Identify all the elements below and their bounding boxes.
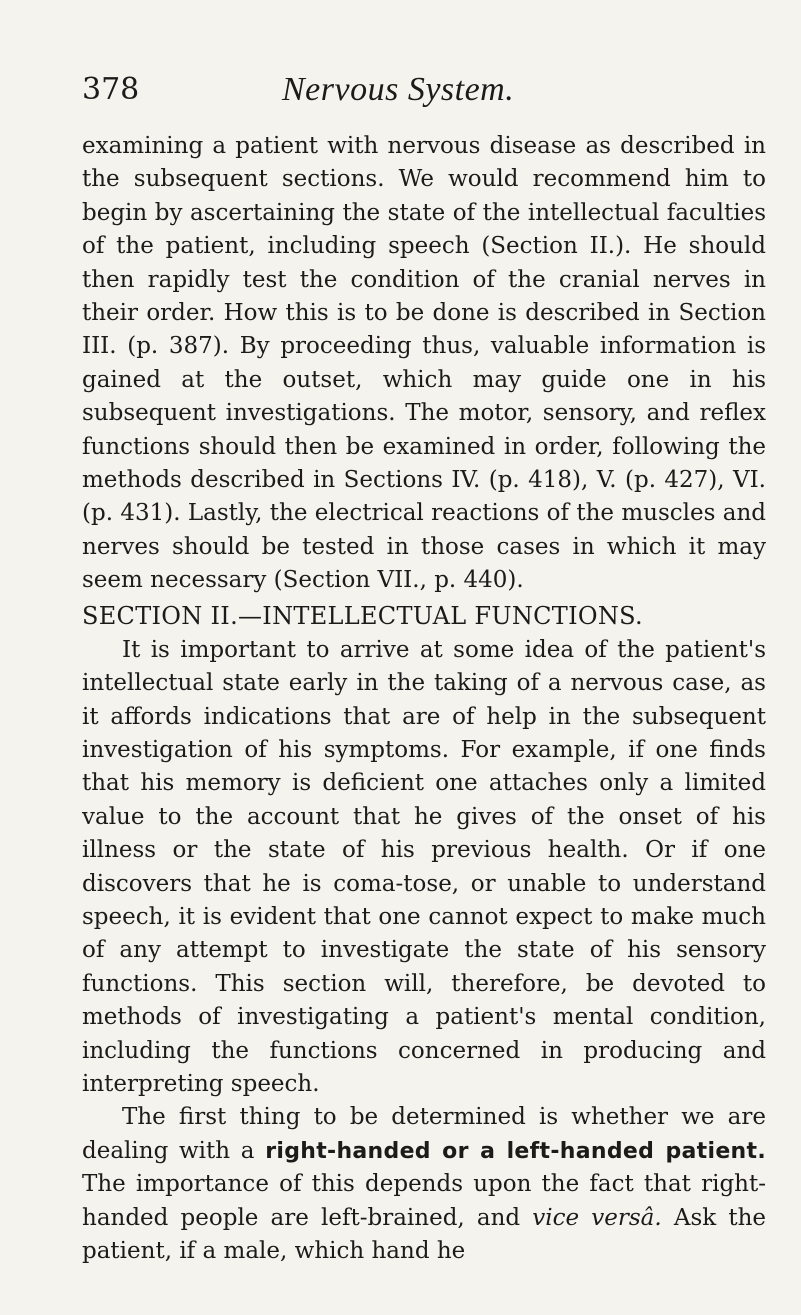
handedness-text-start: The first thing to be determined is whether we are dealing with a <box>82 1104 766 1164</box>
page-number: 378 <box>82 72 140 107</box>
running-title: Nervous System. <box>282 71 515 108</box>
paragraph-continuation: examining a patient with nervous disease as described in the subsequent sections. We would recommend him to begin by ascertaining the state of the intellectual faculties of the patient, including speech (Section II.). He should then rapidly test the condition of the cranial nerves in their order. How this is to be done is described in Section III. (p. 387). By proceeding thus, valuable information is gained at the outset, which may guide one in his subsequent investigations. The motor, sensory, and reflex functions should then be examined in order, following the methods described in Sections IV. (p. 418), V. (p. 427), VI. (p. 431). Lastly, the electrical reactions of the muscles and nerves should be tested in those cases in which it may seem necessary (Section VII., p. 440). <box>82 133 766 594</box>
handedness-text-mid: The importance of this depends upon the fact that right-handed people are left-brained, and <box>82 1171 766 1231</box>
paragraph-handedness <box>82 1101 766 1268</box>
paragraph-intellectual-state: It is important to arrive at some idea of the patient's intellectual state early in the taking of a nervous case, as it affords indications that are of help in the subsequent investigation of his symptoms. For example, if one finds that his memory is deficient one attaches only a limited value to the account that he gives of the onset of his illness or the state of his previous health. Or if one discovers that he is coma-tose, or unable to understand speech, it is evident that one cannot expect to make much of any attempt to investigate the state of his sensory functions. This section will, therefore, be devoted to methods of investigating a patient's mental condition, including the functions concerned in producing and interpreting speech. <box>82 636 766 1097</box>
handedness-bold-term: right-handed or a left-handed patient. <box>265 1138 766 1164</box>
page-body <box>82 130 766 1268</box>
page-header <box>82 70 772 110</box>
section-heading: SECTION II.—INTELLECTUAL FUNCTIONS. <box>82 601 643 630</box>
handedness-italic-term: vice versâ. <box>532 1204 662 1231</box>
handedness-text-end: Ask the patient, if a male, which hand he <box>82 1204 766 1264</box>
